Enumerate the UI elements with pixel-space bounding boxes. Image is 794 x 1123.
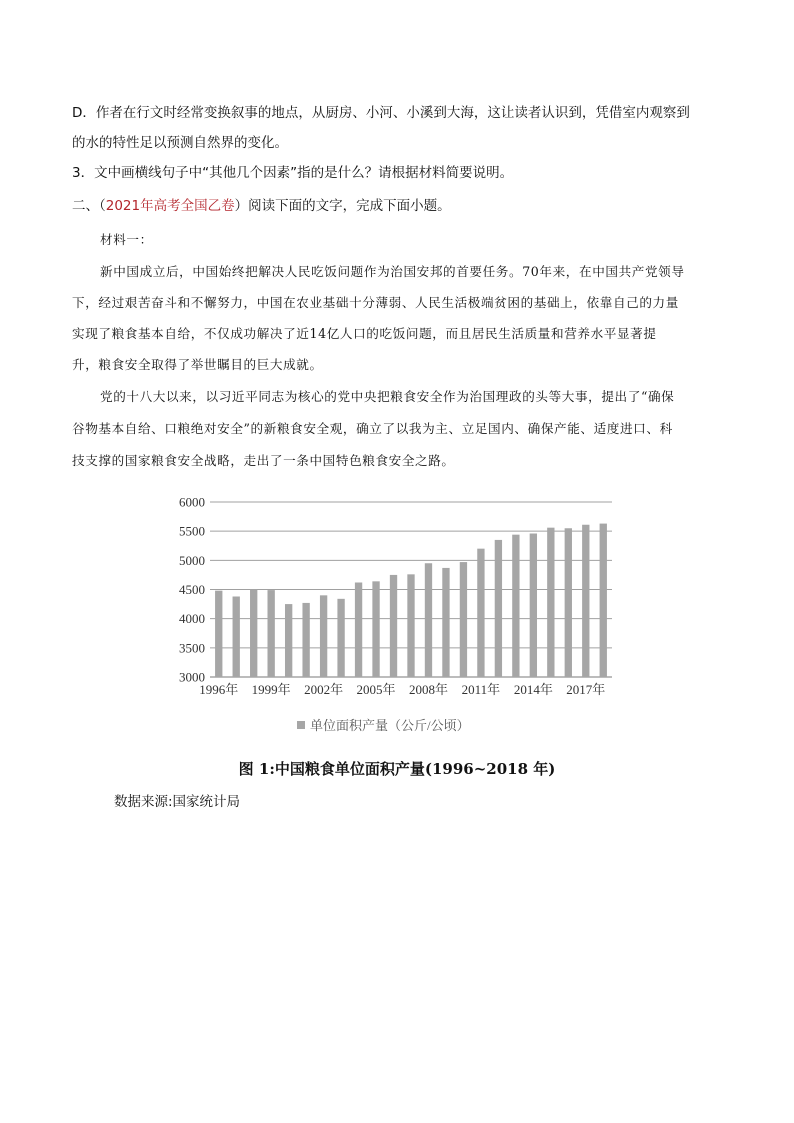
- bar-2018: [600, 524, 607, 677]
- legend-label: 单位面积产量（公斤/公顷）: [310, 718, 470, 733]
- chart-legend: [297, 718, 470, 733]
- bar-2004: [355, 583, 362, 678]
- para-2-line-3: 技支撑的国家粮食安全战略，走出了一条中国特色粮食安全之路。: [72, 453, 455, 468]
- legend-swatch: [297, 721, 305, 729]
- bar-1998: [250, 590, 257, 678]
- bar-2012: [495, 540, 502, 677]
- x-tick-label: 2017年: [566, 682, 606, 697]
- para-1-line-3: 实现了粮食基本自给，不仅成功解决了近14亿人口的吃饭问题，而且居民生活质量和营养水平显著提: [72, 326, 657, 341]
- material-title: 材料一：: [100, 232, 153, 247]
- para-1-line-4: 升，粮食安全取得了举世瞩目的巨大成就。: [72, 357, 323, 372]
- bar-2005: [372, 581, 379, 677]
- bar-2007: [407, 574, 414, 677]
- para-1-line-1: 新中国成立后，中国始终把解决人民吃饭问题作为治国安邦的首要任务。70年来，在中国共产党领导: [100, 264, 685, 279]
- x-tick-label: 2011年: [461, 682, 501, 697]
- bar-1996: [215, 591, 222, 677]
- data-source: 数据来源:国家统计局: [114, 794, 241, 810]
- section-2-prefix: 二、（: [72, 198, 106, 214]
- bar-2006: [390, 575, 397, 677]
- section-2-source: 2021年高考全国乙卷: [105, 198, 235, 214]
- section-2-suffix: ）阅读下面的文字，完成下面小题。: [234, 198, 451, 214]
- section-2-heading: [72, 196, 451, 216]
- chart-y-axis-labels: [179, 495, 205, 685]
- bar-2000: [285, 604, 292, 677]
- bar-2003: [337, 599, 344, 677]
- option-d-line-1: D．作者在行文时经常变换叙事的地点，从厨房、小河、小溪到大海，这让读者认识到，凭借室内观察到: [72, 105, 690, 121]
- yield-bar-chart: [160, 490, 640, 752]
- para-2-line-1: 党的十八大以来，以习近平同志为核心的党中央把粮食安全作为治国理政的头等大事，提出了“确保: [100, 389, 675, 404]
- y-tick-label: 5000: [179, 552, 205, 568]
- x-tick-label: 1996年: [199, 682, 239, 697]
- bar-2001: [302, 603, 309, 677]
- x-tick-label: 1999年: [251, 682, 291, 697]
- bar-2008: [425, 563, 432, 677]
- y-tick-label: 3000: [179, 669, 205, 685]
- bar-1997: [233, 597, 240, 678]
- x-tick-label: 2014年: [513, 682, 553, 697]
- option-d-line-2: 的水的特性足以预测自然界的变化。: [72, 135, 288, 151]
- x-tick-label: 2005年: [356, 682, 396, 697]
- y-tick-label: 4000: [179, 611, 205, 627]
- x-tick-label: 2008年: [408, 682, 448, 697]
- question-3: 3．文中画横线句子中“其他几个因素”指的是什么？请根据材料简要说明。: [72, 165, 514, 181]
- bar-2002: [320, 595, 327, 677]
- bar-2016: [565, 528, 572, 677]
- x-tick-label: 2002年: [304, 682, 344, 697]
- bar-2013: [512, 535, 519, 677]
- bar-2010: [460, 562, 467, 677]
- y-tick-label: 6000: [179, 494, 205, 510]
- bar-2015: [547, 528, 554, 677]
- para-1-line-2: 下，经过艰苦奋斗和不懈努力，中国在农业基础十分薄弱、人民生活极端贫困的基础上，依靠自己的力量: [72, 295, 679, 310]
- bar-2011: [477, 549, 484, 677]
- para-2-line-2: 谷物基本自给、口粮绝对安全”的新粮食安全观，确立了以我为主、立足国内、确保产能、适度进口、科: [72, 421, 673, 436]
- y-tick-label: 4500: [179, 582, 205, 597]
- y-tick-label: 5500: [179, 523, 205, 539]
- bar-2009: [442, 568, 449, 677]
- chart-bars: [215, 524, 607, 677]
- figure-caption: 图 1:中国粮食单位面积产量(1996~2018 年): [238, 760, 556, 778]
- bar-2017: [582, 525, 589, 677]
- bar-1999: [268, 590, 275, 677]
- bar-2014: [530, 534, 537, 678]
- y-tick-label: 3500: [179, 640, 205, 656]
- chart-x-axis-labels: [199, 682, 605, 697]
